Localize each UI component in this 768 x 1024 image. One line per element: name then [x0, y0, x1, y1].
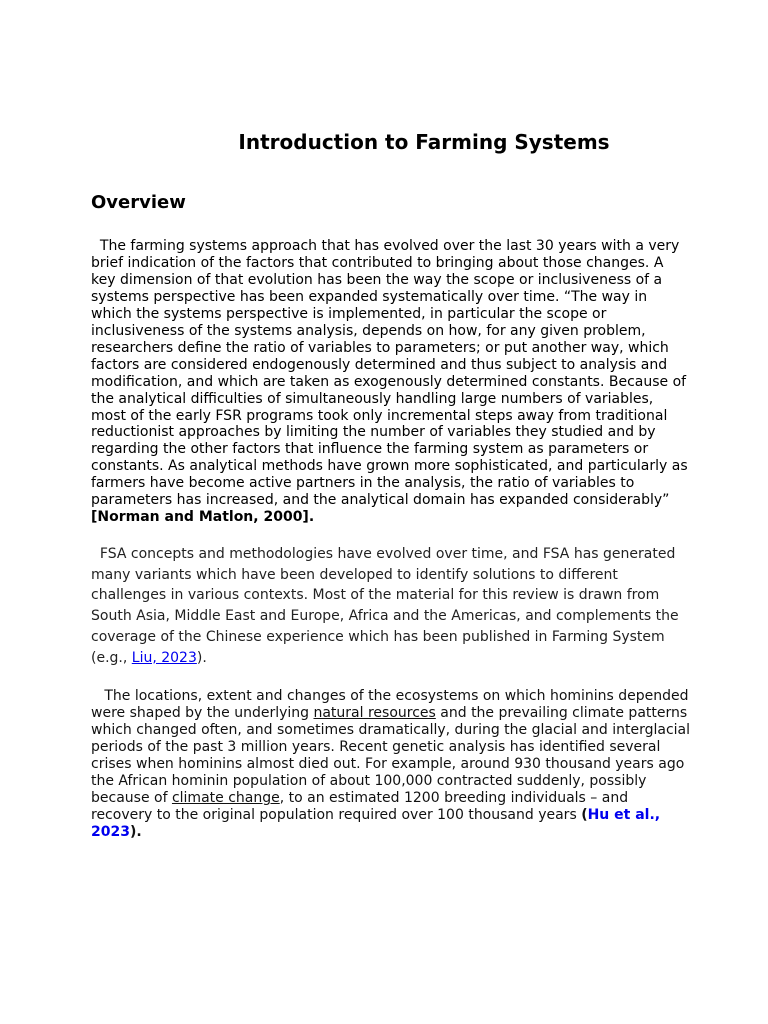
citation-link-liu-2023[interactable]: Liu, 2023	[131, 649, 197, 666]
paragraph-indent	[91, 546, 100, 562]
paragraph-indent	[91, 688, 104, 704]
link-natural-resources[interactable]: natural resources	[313, 705, 436, 721]
paragraph-farming-systems-approach	[91, 238, 691, 526]
paragraph-text-end: ).	[196, 649, 207, 666]
paragraph-text-c: , to an estimated 1200 breeding individuals – and recovery to the original population required over 100 thousand years	[91, 790, 629, 823]
citation-open-paren: (	[581, 807, 588, 823]
citation-link-hu-2023[interactable]: Hu et al., 2023	[91, 807, 661, 840]
citation-close-paren: ).	[129, 824, 142, 840]
paragraph-indent	[91, 238, 100, 254]
section-heading-overview: Overview	[91, 192, 186, 213]
paragraph-fsa-concepts	[91, 544, 691, 668]
paragraph-text: The farming systems approach that has evolved over the last 30 years with a very brief indication of the factors that contributed to bringing about those changes. A key dimension of that evolution has been the way the scope or inclusiveness of a systems perspective has been expanded systematically over time. “The way in which the systems perspective is implemented, in particular the scope or inclusiveness of the systems analysis, depends on how, for any given problem, researchers define the ratio of variables to parameters; or put another way, which factors are considered endogenously determined and thus subject to analysis and modification, and which are taken as exogenously determined constants. Because of the analytical difficulties of simultaneously handling large numbers of variables, most of the early FSR programs took only incremental steps away from traditional reductionist approaches by limiting the number of variables they studied and by regarding the other factors that influence the farming system as parameters or constants. As analytical methods have grown more sophisticated, and particularly as farmers have become active partners in the analysis, the ratio of variables to parameters has increased, and the analytical domain has expanded considerably”	[91, 238, 688, 509]
link-climate-change[interactable]: climate change	[171, 790, 280, 806]
paragraph-text-b: and the prevailing climate patterns which changed often, and sometimes dramatically, during the glacial and interglacial periods of the past 3 million years. Recent genetic analysis has identified several crises when hominins almost died out. For example, around 930 thousand years ago the African hominin population of about 100,000 contracted suddenly, possibly because of	[91, 705, 691, 806]
citation-norman-matlon: [Norman and Matlon, 2000].	[91, 509, 315, 526]
paragraph-hominin-ecosystems	[91, 688, 691, 841]
paragraph-text: FSA concepts and methodologies have evolved over time, and FSA has generated many variants which have been developed to identify solutions to different challenges in various contexts. Most of the material for this review is drawn from South Asia, Middle East and Europe, Africa and the Americas, and complements the coverage of the Chinese experience which has been published in Farming System (e.g.,	[91, 546, 679, 666]
paragraph-text-a: The locations, extent and changes of the ecosystems on which hominins depended were shaped by the underlying	[91, 688, 689, 721]
document-title: Introduction to Farming Systems	[238, 130, 610, 154]
